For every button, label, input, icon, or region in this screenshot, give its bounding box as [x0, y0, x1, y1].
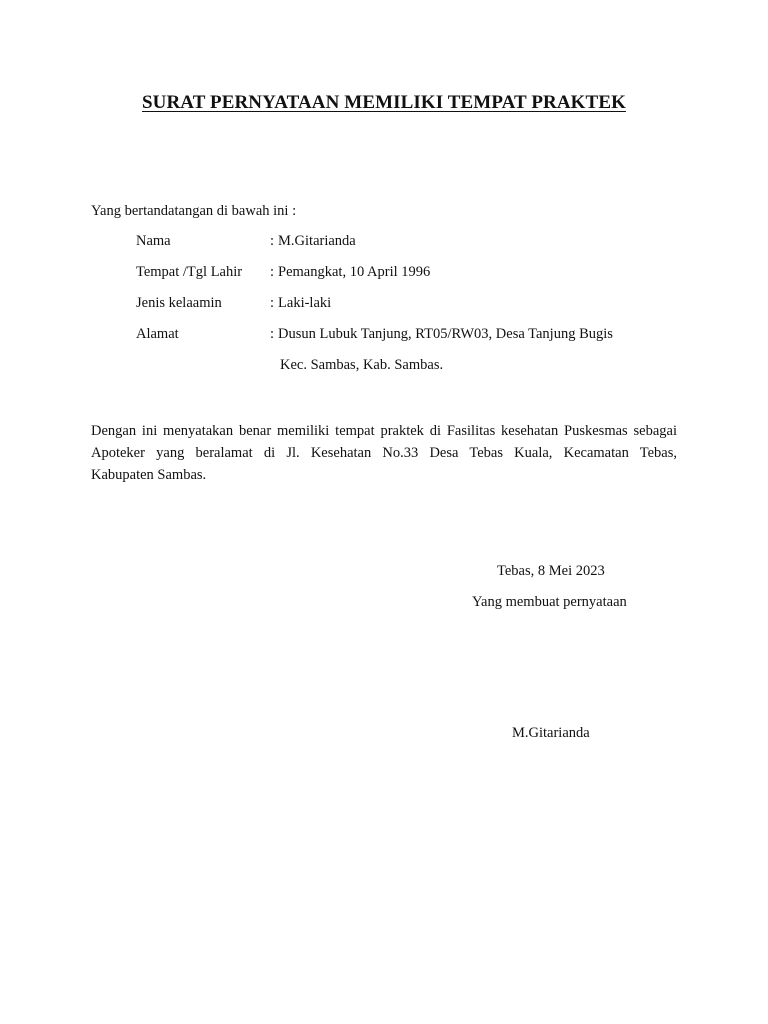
signer-name: M.Gitarianda [512, 725, 590, 741]
address-value-line1: Dusun Lubuk Tanjung, RT05/RW03, Desa Tanjung Bugis [278, 326, 613, 342]
name-colon: : [270, 233, 275, 249]
place-date: Tebas, 8 Mei 2023 [497, 563, 605, 579]
intro-text: Yang bertandatangan di bawah ini : [91, 203, 297, 219]
statement-line-1: Dengan ini menyatakan benar memiliki tempat praktek di Fasilitas kesehatan Puskesmas sebagai [91, 423, 677, 439]
gender-value: Laki-laki [278, 295, 332, 311]
address-label: Alamat [136, 326, 179, 342]
document-title: SURAT PERNYATAAN MEMILIKI TEMPAT PRAKTEK [142, 92, 626, 113]
name-label: Nama [136, 233, 171, 249]
address-colon: : [270, 326, 275, 342]
birth-row-value [270, 264, 430, 281]
name-value: M.Gitarianda [278, 233, 356, 249]
gender-label: Jenis kelaamin [136, 295, 222, 311]
statement-paragraph [91, 420, 677, 486]
birth-label: Tempat /Tgl Lahir [136, 264, 243, 280]
birth-colon: : [270, 264, 275, 280]
address-value-line2: Kec. Sambas, Kab. Sambas. [280, 357, 444, 373]
maker-label: Yang membuat pernyataan [472, 594, 627, 610]
name-row-value [270, 233, 356, 250]
birth-value: Pemangkat, 10 April 1996 [278, 264, 431, 280]
gender-colon: : [270, 295, 275, 311]
statement-line-3: Kabupaten Sambas. [91, 467, 207, 483]
statement-line-2: Apoteker yang beralamat di Jl. Kesehatan No.33 Desa Tebas Kuala, Kecamatan Tebas, [91, 445, 677, 461]
gender-row-value [270, 295, 331, 312]
address-row-value [270, 326, 613, 343]
